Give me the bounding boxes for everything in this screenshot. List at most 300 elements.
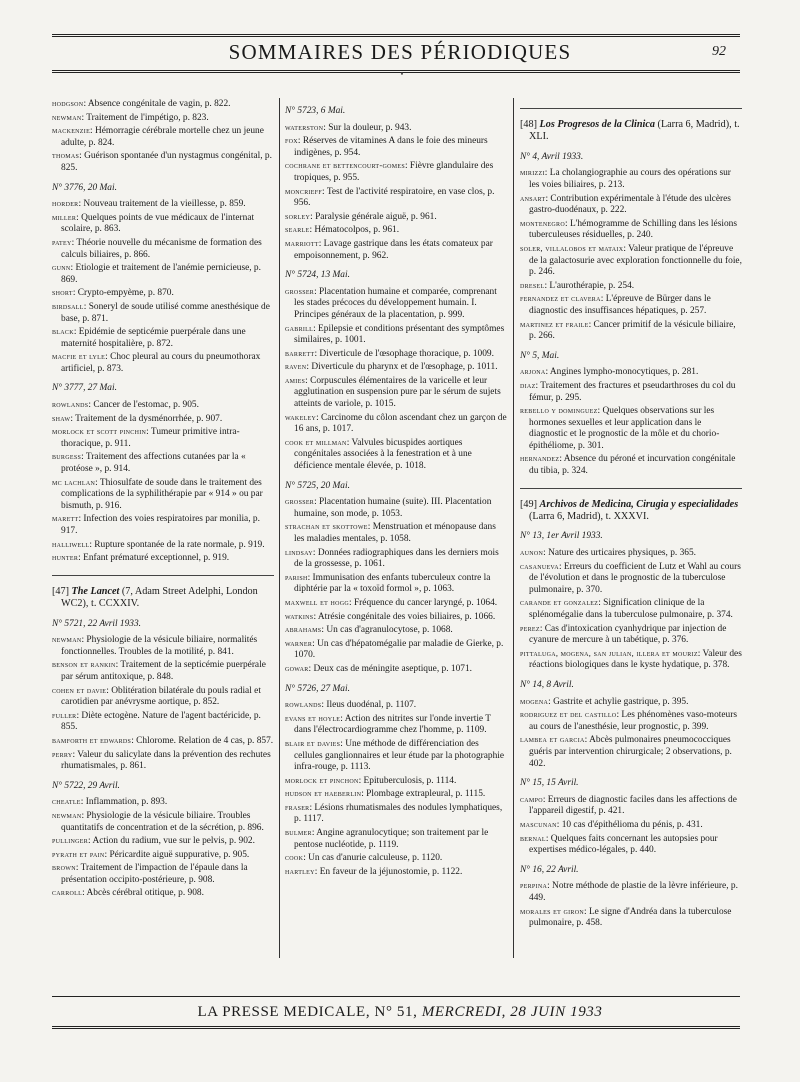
article-title: : Enfant prématuré exceptionnel, p. 919. — [78, 553, 230, 564]
article-entry — [285, 572, 507, 596]
article-authors: raven — [285, 362, 307, 372]
journal-rule — [52, 575, 274, 576]
article-title: : Physiologie de la vésicule biliaire, normalités fonctionnelles. Troubles de la motilité, p. 841. — [61, 635, 258, 657]
article-entry — [520, 167, 742, 191]
article-authors: morales et giron — [520, 906, 584, 916]
article-title: : Ileus duodénal, p. 1107. — [321, 700, 417, 711]
article-title: : Abcès pulmonaires pneumococciques guéris par intervention chirurgicale; 2 observations, p. 402. — [529, 735, 732, 769]
article-entry — [52, 262, 274, 286]
journal-number: [47] — [52, 585, 69, 597]
article-title: : Quelques points de vue médicaux de l'internat scolaire, p. 863. — [61, 212, 255, 235]
article-entry — [52, 98, 274, 111]
article-title: : Inflammation, p. 893. — [80, 797, 168, 808]
article-title: : Erreurs du coefficient de Lutz et Wahl au cours de l'évolution et dans le prognostic de la tuberculose pulmonaire, p. 370. — [529, 561, 741, 595]
issue-heading: N° 5724, 13 Mai. — [285, 270, 350, 281]
issue-heading: N° 3776, 20 Mai. — [52, 182, 117, 193]
article-authors: wakeley — [285, 412, 317, 422]
article-title: : L'épreuve de Bürger dans le diagnostic des insuffisances hépatiques, p. 257. — [529, 294, 711, 316]
article-title: : Crypto-empyème, p. 870. — [72, 288, 174, 299]
article-authors: hunter — [52, 553, 79, 563]
article-entry — [52, 125, 274, 149]
article-title: : Soneryl de soude utilisé comme anesthésique de base, p. 871. — [61, 301, 270, 324]
article-authors: morlock et scott pinchin — [52, 427, 147, 437]
article-title: : L'hémogramme de Schilling dans les lésions tuberculeuses résiduelles, p. 240. — [529, 218, 737, 241]
article-authors: grosser — [285, 497, 315, 507]
article-title: : Etiologie et traitement de l'anémie pernicieuse, p. 869. — [61, 263, 261, 285]
article-title: : Hématocolpos, p. 961. — [309, 225, 400, 236]
article-title: : Action du radium, vue sur le pelvis, p. 902. — [88, 836, 255, 847]
article-title: : Cancer primitif de la vésicule biliaire, p. 266. — [529, 319, 736, 342]
article-title: : Immunisation des enfants tuberculeux contre la diphtérie par la « toxoïd formol », p. 1063. — [294, 572, 491, 595]
article-entry — [285, 412, 507, 436]
article-title: : Test de l'activité respiratoire, en vase clos, p. 956. — [294, 186, 495, 209]
article-authors: hernandez — [520, 454, 560, 464]
article-title: : Valeur du salicylate dans la prévention des rechutes rhumatismales, p. 861. — [61, 749, 271, 772]
article-title: : Traitement de la dysménorrhée, p. 907. — [70, 413, 223, 424]
article-title: : En faveur de la jéjunostomie, p. 1122. — [314, 866, 463, 877]
article-entry — [52, 862, 274, 886]
article-entry — [52, 685, 274, 709]
article-entry — [52, 301, 274, 325]
article-title: : Cas d'intoxication cyanhydrique par injection de cyanure de mercure à un tabétique, p. 376. — [529, 623, 727, 646]
article-authors: maxwell et hogg — [285, 597, 350, 607]
article-title: : Angine agranulocytique; son traitement par le pentose nucléotide, p. 1119. — [294, 828, 489, 850]
article-title: : Contribution expérimentale à l'étude des ulcères gastro-duodénaux, p. 222. — [529, 193, 731, 216]
article-entry — [52, 539, 274, 552]
article-title: : Action des nitrites sur l'onde invertie T dans l'électrocardiogramme chez l'homme, p. 1109. — [294, 713, 491, 736]
article-entry — [285, 852, 507, 865]
article-authors: shaw — [52, 413, 71, 423]
column-1 — [52, 98, 274, 958]
article-title: : Diverticule du pharynx et de l'œsophage, p. 1011. — [306, 362, 498, 373]
journal-name: Archivos de Medicina, Cirugia y especialidades — [539, 498, 739, 510]
article-entry — [52, 659, 274, 683]
article-authors: pyrath et pain — [52, 849, 105, 859]
article-entry — [285, 611, 507, 624]
article-authors: perry — [52, 749, 73, 759]
article-authors: cook et millman — [285, 437, 347, 447]
article-authors: montenegro — [520, 218, 565, 228]
article-title: : Une méthode de différenciation des cellules ganglionnaires et leur étude par la photographie infra-rouge, p. 1113. — [294, 738, 505, 773]
page-number: 92 — [712, 44, 726, 59]
article-authors: warner — [285, 638, 313, 648]
article-entry — [285, 802, 507, 826]
article-entry — [520, 623, 742, 647]
article-authors: campo — [520, 794, 543, 804]
article-authors: bernal — [520, 833, 546, 843]
article-authors: newman — [52, 810, 82, 820]
article-entry — [285, 713, 507, 737]
article-authors: fernandez et clavera — [520, 294, 601, 304]
article-entry — [520, 696, 742, 709]
issue-heading: N° 13, 1er Avril 1933. — [520, 531, 603, 542]
article-title: : L'aurothérapie, p. 254. — [544, 280, 635, 291]
article-authors: fuller — [52, 710, 77, 720]
issue-heading: N° 5725, 20 Mai. — [285, 480, 350, 491]
article-entry — [520, 280, 742, 293]
article-authors: rowlands — [52, 400, 89, 410]
article-authors: hartley — [285, 866, 315, 876]
article-title: : Valeur des réactions biologiques dans le kyste hydatique, p. 378. — [529, 648, 742, 671]
article-authors: rodriguez et del castillo — [520, 710, 617, 720]
article-title: : Quelques faits concernant les autopsies pour expertises médico-légales, p. 440. — [529, 833, 718, 856]
column-3 — [520, 98, 742, 958]
article-authors: gowar — [285, 663, 309, 673]
article-entry — [285, 827, 507, 851]
article-entry — [285, 788, 507, 801]
article-authors: fraser — [285, 802, 310, 812]
article-title: : Guérison spontanée d'un nystagmus congénital, p. 825. — [61, 151, 272, 173]
article-entry — [52, 634, 274, 658]
article-title: : Oblitération bilatérale du pouls radial et carotidien par anévrysme aortique, p. 852. — [61, 685, 261, 708]
article-title: : Signification clinique de la splénomégalie dans la tuberculose pulmonaire, p. 374. — [529, 598, 733, 621]
article-title: : Absence congénitale de vagin, p. 822. — [83, 99, 231, 109]
article-authors: parish — [285, 572, 308, 582]
article-authors: casanueva — [520, 561, 559, 571]
footer-number: N° 51, — [374, 1004, 418, 1020]
article-entry — [285, 437, 507, 473]
article-entry — [520, 193, 742, 217]
article-entry — [520, 293, 742, 317]
article-entry — [285, 238, 507, 262]
article-title: : Carcinome du côlon ascendant chez un garçon de 16 ans, p. 1017. — [294, 412, 507, 435]
article-entry — [52, 552, 274, 565]
issue-heading: N° 5722, 29 Avril. — [52, 780, 120, 791]
journal-title — [52, 586, 274, 611]
article-entry — [52, 212, 274, 236]
journal-rule — [520, 108, 742, 109]
article-title: : Un cas d'anurie calculeuse, p. 1120. — [303, 853, 443, 864]
article-title: : Diète ectogène. Nature de l'agent bactéricide, p. 855. — [61, 710, 261, 733]
column-separator-1 — [279, 98, 280, 958]
article-title: : Absence du péroné et incurvation congénitale du tibia, p. 324. — [529, 454, 736, 477]
article-title: : Tumeur primitive intra-thoracique, p. 911. — [61, 427, 240, 449]
article-title: : Fièvre glandulaire des tropiques, p. 955. — [294, 161, 494, 183]
article-title: : Epidémie de septicémie puerpérale dans une maternité hospitalière, p. 872. — [61, 327, 246, 349]
issue-heading: N° 4, Avril 1933. — [520, 151, 584, 162]
article-authors: brown — [52, 863, 76, 873]
article-entry — [285, 160, 507, 184]
article-authors: mascunan — [520, 819, 557, 829]
article-entry — [52, 150, 274, 174]
article-authors: rowlands — [285, 700, 322, 710]
article-authors: bulmer — [285, 828, 312, 838]
article-title: : Placentation humaine (suite). III. Placentation humaine, son mode, p. 1053. — [294, 497, 492, 519]
article-entry — [52, 796, 274, 809]
article-authors: martinez et fraile — [520, 319, 589, 329]
article-authors: macfie et lyle — [52, 352, 106, 362]
article-entry — [285, 361, 507, 374]
article-authors: patey — [52, 237, 72, 247]
header-ornament: • — [400, 69, 404, 79]
article-entry — [52, 749, 274, 773]
issue-heading: N° 15, 15 Avril. — [520, 778, 579, 789]
article-entry — [520, 319, 742, 343]
article-entry — [520, 561, 742, 597]
article-entry — [520, 819, 742, 832]
article-title: : Gastrite et achylie gastrique, p. 395. — [548, 696, 689, 707]
article-title: : Atrésie congénitale des voies biliaires, p. 1066. — [313, 611, 496, 622]
article-authors: cook — [285, 853, 304, 863]
page-header-title: SOMMAIRES DES PÉRIODIQUES — [228, 40, 572, 64]
article-entry — [520, 405, 742, 452]
article-title: : Corpuscules élémentaires de la varicelle et leur agglutination en suspension pure par le sérum de sujets atteints de variole, p. 1015. — [294, 375, 501, 410]
article-title: : Traitement de l'impaction de l'épaule dans la présentation occipito-postérieure, p. 908. — [61, 863, 248, 885]
article-entry — [285, 211, 507, 224]
article-title: : Le signe d'Andréa dans la tuberculose pulmonaire, p. 458. — [529, 906, 732, 929]
journal-title — [520, 499, 742, 524]
article-title: : Quelques observations sur les hormones sexuelles et leur application dans le diagnostic et le prognostic de la môle et du chorio-épithéliome, p. 301. — [529, 406, 720, 451]
article-authors: short — [52, 288, 73, 298]
article-entry — [52, 426, 274, 450]
article-entry — [285, 547, 507, 571]
article-title: : Nature des urticaires physiques, p. 365. — [543, 548, 697, 559]
article-authors: hudson et haeberlin — [285, 789, 362, 799]
header-top-rule — [52, 34, 740, 37]
article-authors: cheatle — [52, 797, 81, 807]
article-entry — [52, 513, 274, 537]
article-authors: marett — [52, 514, 79, 524]
article-entry — [520, 366, 742, 379]
journal-number: [48] — [520, 119, 537, 130]
article-entry — [52, 413, 274, 426]
article-title: : Valeur pratique de l'épreuve de la galactosurie avec exploration fonctionnelle du foie, p. 246. — [529, 243, 742, 278]
article-authors: rebello y dominguez — [520, 406, 598, 416]
article-entry — [52, 198, 274, 211]
article-entry — [285, 738, 507, 774]
article-authors: hodgson — [52, 99, 84, 108]
article-title: : Traitement des affections cutanées par la « protéose », p. 914. — [61, 452, 246, 475]
article-title: : Menstruation et ménopause dans les maladies mentales, p. 1058. — [294, 522, 496, 544]
article-title: : Un cas d'hépatomégalie par maladie de Gierke, p. 1070. — [294, 638, 504, 661]
article-title: : Les phénomènes vaso-moteurs au cours de l'anesthésie, leur prognostic, p. 399. — [529, 710, 737, 732]
article-entry — [285, 663, 507, 676]
journal-info: (7, Adam Street Adelphi, London WC2), t. CCXXIV. — [61, 585, 258, 610]
article-authors: carande et gonzalez — [520, 598, 599, 608]
article-entry — [52, 735, 274, 748]
article-authors: birdsall — [52, 301, 84, 311]
article-authors: thomas — [52, 151, 80, 161]
article-authors: mirizzi — [520, 168, 545, 178]
column-separator-2 — [513, 98, 514, 958]
column-2 — [285, 98, 507, 958]
article-authors: aunon — [520, 548, 544, 558]
article-title: : Infection des voies respiratoires par monilia, p. 917. — [61, 514, 260, 536]
journal-title — [520, 119, 742, 144]
article-title: : Paralysie générale aiguë, p. 961. — [310, 211, 437, 222]
article-entry — [285, 323, 507, 347]
article-title: : Fréquence du cancer laryngé, p. 1064. — [349, 597, 498, 608]
article-title: : Chlorome. Relation de 4 cas, p. 857. — [131, 735, 274, 746]
article-authors: lambea et garcia — [520, 735, 585, 745]
article-title: : Valvules bicuspides aortiques congénitales associées à la fenestration et à une déficience mentale élevée, p. 1018. — [294, 437, 472, 472]
article-entry — [520, 547, 742, 560]
issue-heading: N° 3777, 27 Mai. — [52, 383, 117, 394]
article-title: : Rupture spontanée de la rate normale, p. 919. — [89, 539, 265, 550]
article-title: : Deux cas de méningite aseptique, p. 1071. — [308, 663, 472, 674]
article-authors: cochrane et bettencourt-gomes — [285, 161, 405, 171]
article-authors: black — [52, 327, 74, 337]
article-authors: sorley — [285, 211, 311, 221]
article-authors: blair et davies — [285, 738, 341, 748]
article-entry — [52, 849, 274, 862]
article-title: : Lésions rhumatismales des nodules lymphatiques, p. 1117. — [294, 802, 503, 825]
article-entry — [52, 887, 274, 900]
article-authors: horder — [52, 199, 79, 209]
article-title: : Diverticule de l'œsophage thoracique, p. 1009. — [314, 348, 494, 359]
article-title: : Traitement de l'impétigo, p. 823. — [81, 112, 209, 123]
article-authors: strachan et skottowe — [285, 522, 368, 532]
article-authors: mogena — [520, 696, 549, 706]
article-authors: burgess — [52, 452, 82, 462]
article-title: : Théorie nouvelle du mécanisme de formation des calculs biliaires, p. 866. — [61, 237, 262, 260]
article-entry — [520, 648, 742, 672]
article-authors: arjona — [520, 367, 546, 377]
footer-journal: LA PRESSE MEDICALE, — [197, 1004, 371, 1020]
article-title: : Plombage extrapleural, p. 1115. — [361, 789, 486, 800]
article-title: : Cancer de l'estomac, p. 905. — [88, 400, 199, 411]
article-authors: soler, villalobos et mataix — [520, 243, 624, 253]
article-title: : Données radiographiques dans les derniers mois de la grossesse, p. 1061. — [294, 547, 499, 570]
issue-heading: N° 14, 8 Avril. — [520, 680, 574, 690]
article-entry — [52, 237, 274, 261]
article-entry — [52, 477, 274, 513]
issue-heading: N° 5, Mai. — [520, 350, 560, 361]
article-entry — [520, 833, 742, 857]
article-entry — [285, 135, 507, 159]
journal-name: The Lancet — [71, 585, 120, 597]
article-title: : Angines lympho-monocytiques, p. 281. — [545, 367, 699, 378]
article-entry — [285, 186, 507, 210]
article-authors: moncrieff — [285, 186, 323, 196]
article-authors: gunn — [52, 263, 71, 273]
article-entry — [52, 287, 274, 300]
footer-date: MERCREDI, 28 JUIN 1933 — [421, 1004, 603, 1020]
article-entry — [520, 243, 742, 279]
article-entry — [52, 835, 274, 848]
article-entry — [285, 122, 507, 135]
footer-bottom-rule — [52, 1026, 740, 1029]
article-entry — [520, 906, 742, 930]
article-title: : Traitement des fractures et pseudarthroses du col du fémur, p. 295. — [529, 380, 736, 403]
article-authors: grosser — [285, 286, 315, 296]
article-authors: miller — [52, 212, 77, 222]
journal-rule — [520, 488, 742, 489]
article-entry — [285, 521, 507, 545]
article-entry — [52, 810, 274, 834]
article-title: : La cholangiographie au cours des opérations sur les voies biliaires, p. 213. — [529, 168, 731, 190]
article-authors: ansart — [520, 193, 546, 203]
article-entry — [520, 709, 742, 733]
article-title: : Physiologie de la vésicule biliaire. Troubles quantitatifs de concentration et de la sécrétion, p. 896. — [61, 810, 264, 833]
article-entry — [285, 597, 507, 610]
article-title: : Hémorragie cérébrale mortelle chez un jeune adulte, p. 824. — [61, 126, 264, 148]
article-authors: evans et hoyle — [285, 713, 341, 723]
article-authors: newman — [52, 112, 82, 122]
article-authors: diaz — [520, 380, 536, 390]
article-entry — [285, 866, 507, 879]
article-title: : Sur la douleur, p. 943. — [323, 122, 412, 133]
article-entry — [52, 326, 274, 350]
article-entry — [285, 224, 507, 237]
article-entry — [52, 710, 274, 734]
article-authors: pittaluga, mogena, san julian, illera et mouriz — [520, 648, 698, 658]
columns — [52, 98, 740, 958]
article-authors: searle — [285, 225, 310, 235]
article-title: : Placentation humaine et comparée, comprenant les stades précoces du développement humain. I. Principes généraux de la placentation, p. 999. — [294, 286, 497, 320]
article-authors: carroll — [52, 888, 83, 898]
page-footer — [0, 1004, 800, 1021]
article-authors: halliwell — [52, 539, 90, 549]
article-title: : Péricardite aiguë suppurative, p. 905. — [104, 849, 250, 860]
article-entry — [520, 218, 742, 242]
article-authors: watkins — [285, 611, 314, 621]
article-authors: waterston — [285, 122, 324, 132]
article-authors: newman — [52, 635, 82, 645]
article-authors: perez — [520, 623, 540, 633]
journal-info: (Larra 6, Madrid), t. XLI. — [529, 119, 740, 143]
journal-info: (Larra 6, Madrid), t. XXXVI. — [529, 511, 649, 523]
article-authors: dresel — [520, 280, 545, 290]
article-entry — [285, 496, 507, 520]
article-entry — [285, 699, 507, 712]
article-entry — [285, 375, 507, 411]
journal-name: Los Progresos de la Clinica — [539, 119, 655, 130]
article-title: : Traitement de la septicémie puerpérale par sérum antitoxique, p. 848. — [61, 660, 266, 682]
article-authors: amies — [285, 375, 306, 385]
article-title: : Erreurs de diagnostic faciles dans les affections de l'appareil digestif, p. 421. — [529, 794, 737, 817]
article-title: : Thiosulfate de soude dans le traitement des complications de la syphilithérapie par « 914 » ou par bismuth, p. 916. — [61, 477, 263, 511]
article-entry — [285, 624, 507, 637]
article-title: : Lavage gastrique dans les états comateux par empoisonnement, p. 962. — [294, 238, 493, 261]
issue-heading: N° 5726, 27 Mai. — [285, 683, 350, 694]
article-entry — [285, 348, 507, 361]
article-entry — [285, 775, 507, 788]
article-title: : Choc pleural au cours du pneumothorax artificiel, p. 873. — [61, 352, 261, 374]
article-title: : Epilepsie et conditions présentant des symptômes similaires, p. 1001. — [294, 323, 505, 346]
article-entry — [52, 112, 274, 125]
article-entry — [520, 734, 742, 770]
article-entry — [52, 351, 274, 375]
article-title: : 10 cas d'épithélioma du pénis, p. 431. — [556, 819, 703, 830]
article-authors: gabrill — [285, 323, 314, 333]
article-authors: mackenzie — [52, 126, 91, 136]
issue-heading: N° 16, 22 Avril. — [520, 864, 579, 875]
article-authors: bamforth et edwards — [52, 735, 132, 745]
article-entry — [520, 794, 742, 818]
issue-heading: N° 5723, 6 Mai. — [285, 106, 346, 116]
article-title: : Epituberculosis, p. 1114. — [358, 775, 457, 786]
article-authors: benson et rankin — [52, 660, 116, 670]
article-authors: pullinger — [52, 836, 89, 846]
issue-heading: N° 5721, 22 Avril 1933. — [52, 618, 141, 629]
article-entry — [285, 638, 507, 662]
article-title: : Un cas d'agranulocytose, p. 1068. — [321, 625, 453, 636]
article-entry — [520, 453, 742, 477]
article-entry — [520, 880, 742, 904]
article-authors: morlock et pinchon — [285, 775, 359, 785]
article-authors: perpina — [520, 881, 548, 891]
article-entry — [52, 451, 274, 475]
article-authors: lindsay — [285, 547, 313, 557]
article-authors: marriott — [285, 238, 319, 248]
article-entry — [520, 597, 742, 621]
article-authors: cohen et davie — [52, 685, 107, 695]
footer-top-rule — [52, 996, 740, 997]
article-title: : Notre méthode de plastie de la lèvre inférieure, p. 449. — [529, 881, 738, 903]
journal-number: [49] — [520, 498, 537, 510]
article-entry — [520, 380, 742, 404]
